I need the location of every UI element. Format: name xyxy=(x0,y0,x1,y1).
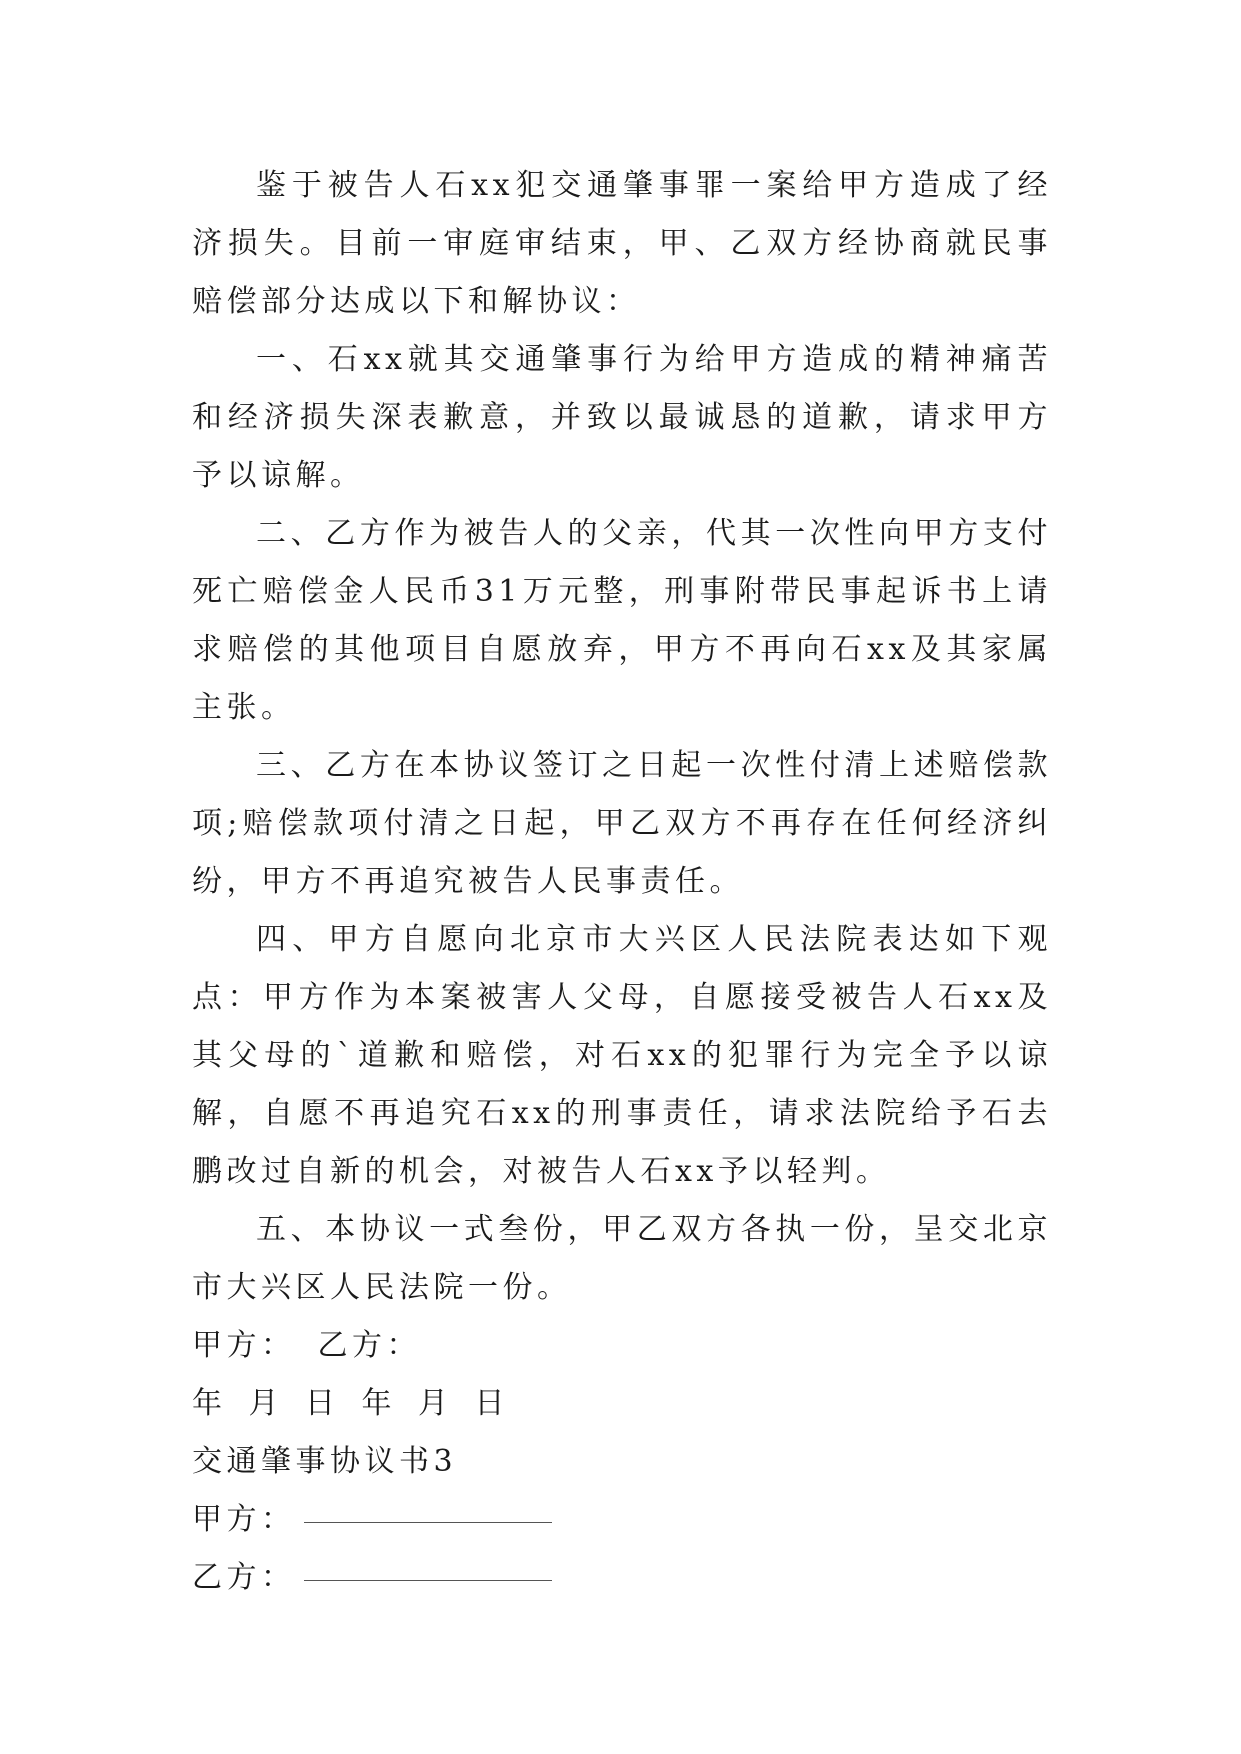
date-month-b: 月 xyxy=(418,1386,453,1421)
next-party-b-label: 乙方： xyxy=(192,1560,296,1595)
clause-4: 四、甲方自愿向北京市大兴区人民法院表达如下观点：甲方作为本案被害人父母，自愿接受被告人石xx及其父母的`道歉和赔偿，对石xx的犯罪行为完全予以谅解，自愿不再追究石xx的刑事责任，请求法院给予石去鹏改过自新的机会，对被告人石xx予以轻判。 xyxy=(192,922,1052,1189)
date-year-b: 年 xyxy=(361,1386,396,1421)
party-a-blank xyxy=(304,1522,552,1523)
party-a-label: 甲方： xyxy=(192,1328,296,1363)
date-day-a: 日 xyxy=(305,1386,340,1421)
date-line xyxy=(192,1375,1052,1433)
next-party-b-line xyxy=(192,1549,1052,1607)
section-title: 交通肇事协议书3 xyxy=(192,1444,458,1479)
signature-line xyxy=(192,1317,1052,1375)
party-b-blank xyxy=(304,1580,552,1581)
party-b-label: 乙方： xyxy=(317,1328,421,1363)
clause-5: 五、本协议一式叁份，甲乙双方各执一份，呈交北京市大兴区人民法院一份。 xyxy=(192,1212,1052,1305)
next-party-a-label: 甲方： xyxy=(192,1502,296,1537)
clause-2: 二、乙方作为被告人的父亲，代其一次性向甲方支付死亡赔偿金人民币31万元整，刑事附带民事起诉书上请求赔偿的其他项目自愿放弃，甲方不再向石xx及其家属主张。 xyxy=(192,516,1052,725)
date-month-a: 月 xyxy=(248,1386,283,1421)
clause-3: 三、乙方在本协议签订之日起一次性付清上述赔偿款项;赔偿款项付清之日起，甲乙双方不再存在任何经济纠纷，甲方不再追究被告人民事责任。 xyxy=(192,748,1052,899)
date-day-b: 日 xyxy=(474,1386,509,1421)
clause-1: 一、石xx就其交通肇事行为给甲方造成的精神痛苦和经济损失深表歉意，并致以最诚恳的道歉，请求甲方予以谅解。 xyxy=(192,342,1052,493)
document-body xyxy=(192,157,1052,1607)
next-party-a-line xyxy=(192,1491,1052,1549)
intro-paragraph: 鉴于被告人石xx犯交通肇事罪一案给甲方造成了经济损失。目前一审庭审结束，甲、乙双方经协商就民事赔偿部分达成以下和解协议： xyxy=(192,168,1052,319)
date-year-a: 年 xyxy=(192,1386,227,1421)
